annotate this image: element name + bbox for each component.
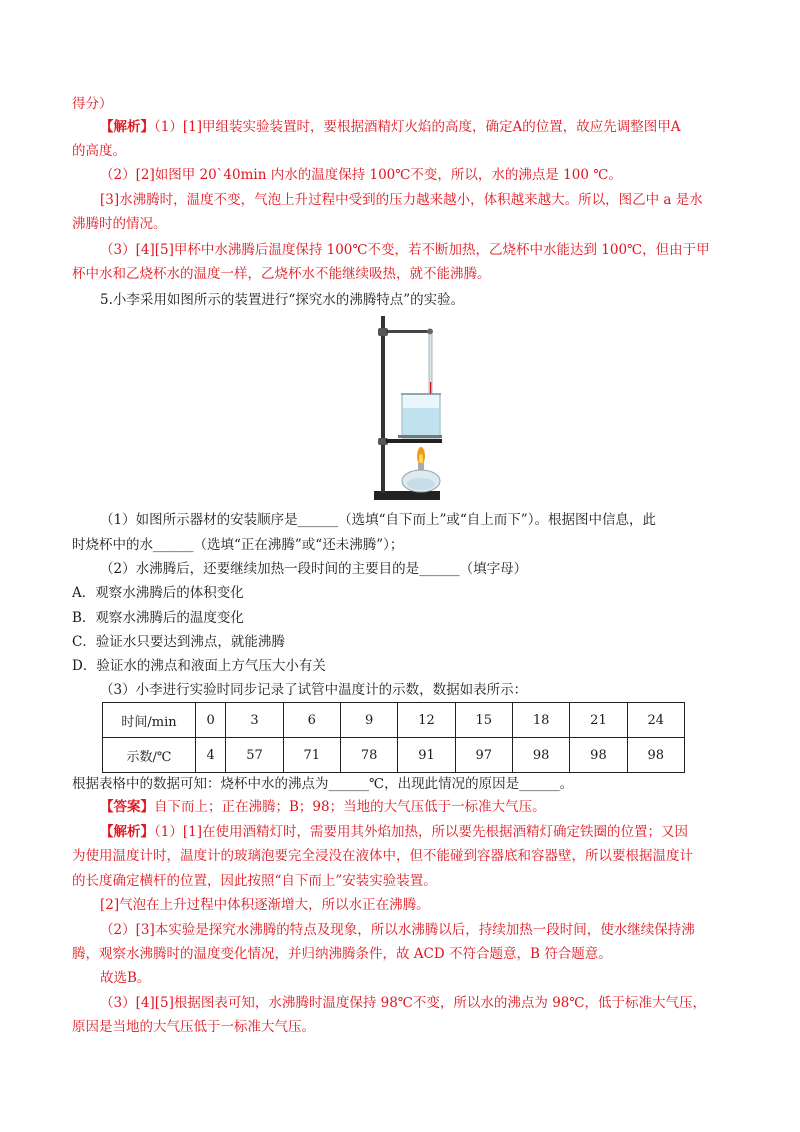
table-cell: 6 [283, 703, 340, 738]
table-cell: 9 [340, 703, 397, 738]
table-cell: 示数/℃ [103, 738, 196, 773]
text-line: 时烧杯中的水______（选填“正在沸腾”或“还未沸腾”）； [72, 537, 404, 553]
text-line: [3]水沸腾时，温度不变，气泡上升过程中受到的压力越来越小，体积越来越大。所以，图乙中 a 是水 [100, 192, 703, 208]
option-d: D．验证水的沸点和液面上方气压大小有关 [72, 658, 326, 674]
table-cell: 98 [627, 738, 684, 773]
table-cell: 24 [627, 703, 684, 738]
analysis-tag: 【解析】 [100, 119, 154, 135]
text-line: 腾，观察水沸腾时的温度变化情况，并归纳沸腾条件，故 ACD 不符合题意，B 符合题意。 [72, 946, 612, 962]
text-line: 根据表格中的数据可知：烧杯中水的沸点为______℃，出现此情况的原因是______。 [72, 776, 574, 792]
text-line: [2]气泡在上升过程中体积逐渐增大，所以水正在沸腾。 [100, 897, 430, 913]
text-line: （2）[3]本实验是探究水沸腾的特点及现象，所以水沸腾以后，持续加热一段时间，使水继续保持沸 [100, 922, 695, 938]
option-a: A．观察水沸腾后的体积变化 [72, 585, 244, 601]
table-cell: 97 [455, 738, 512, 773]
table-cell: 71 [283, 738, 340, 773]
analysis-tag: 【解析】 [100, 824, 154, 840]
temperature-table [102, 702, 685, 773]
text-line: （2）[2]如图甲 20`40min 内水的温度保持 100℃不变，所以，水的沸点是 100 ℃。 [100, 167, 622, 183]
text-line: （3）[4][5]甲杯中水沸腾后温度保持 100℃不变，若不断加热，乙烧杯中水能达到 100℃，但由于甲 [100, 242, 710, 258]
table-cell: 12 [398, 703, 455, 738]
table-cell: 3 [226, 703, 283, 738]
table-cell: 15 [455, 703, 512, 738]
table-cell: 78 [340, 738, 397, 773]
text-line: （2）水沸腾后，还要继续加热一段时间的主要目的是______（填字母） [100, 561, 528, 577]
text-line: 为使用温度计时，温度计的玻璃泡要完全浸没在液体中，但不能碰到容器底和容器壁，所以要根据温度计 [72, 848, 693, 864]
text-line: （1）如图所示器材的安装顺序是______（选填“自下而上”或“自上而下”）。根据图中信息，此 [100, 512, 656, 528]
table-cell: 4 [196, 738, 226, 773]
analysis-paragraph [100, 117, 728, 137]
table-cell: 时间/min [103, 703, 196, 738]
text-span: （1）[1]在使用酒精灯时，需要用其外焰加热，所以要先根据酒精灯确定铁圈的位置；又因 [154, 824, 688, 840]
table-row [103, 703, 685, 738]
text-span: （1）[1]甲组装实验装置时，要根据酒精灯火焰的高度，确定A的位置，故应先调整图甲A [154, 119, 681, 135]
table-cell: 98 [512, 738, 569, 773]
option-c: C．验证水只要达到沸点，就能沸腾 [72, 634, 285, 650]
analysis-paragraph [100, 822, 728, 842]
text-line: （3）小李进行实验时同步记录了试管中温度计的示数，数据如表所示： [100, 682, 528, 698]
answer-tag: 【答案】 [100, 799, 154, 815]
text-line: 得分） [72, 96, 113, 112]
text-line: （3）[4][5]根据图表可知，水沸腾时温度保持 98℃不变，所以水的沸点为 98℃，低于标准大气压， [100, 995, 706, 1011]
option-b: B．观察水沸腾后的温度变化 [72, 610, 244, 626]
table-row [103, 738, 685, 773]
text-line: 杯中水和乙烧杯水的温度一样，乙烧杯水不能继续吸热，就不能沸腾。 [72, 266, 491, 282]
text-line: 故选B。 [100, 970, 151, 986]
boiling-apparatus-icon [372, 314, 442, 502]
table-cell: 98 [570, 738, 627, 773]
text-line: 的长度确定横杆的位置，因此按照“自下而上”安装实验装置。 [72, 873, 437, 889]
table-cell: 0 [196, 703, 226, 738]
table-cell: 18 [512, 703, 569, 738]
text-line: 原因是当地的大气压低于一标准大气压。 [72, 1019, 315, 1035]
table-cell: 91 [398, 738, 455, 773]
text-line: 的高度。 [72, 143, 126, 159]
table-cell: 57 [226, 738, 283, 773]
question-title: 5.小李采用如图所示的装置进行“探究水的沸腾特点”的实验。 [100, 292, 465, 308]
text-line: 沸腾时的情况。 [72, 216, 167, 232]
answer-line [100, 797, 728, 817]
table-cell: 21 [570, 703, 627, 738]
text-span: 自下而上；正在沸腾；B；98；当地的大气压低于一标准大气压。 [154, 799, 546, 815]
